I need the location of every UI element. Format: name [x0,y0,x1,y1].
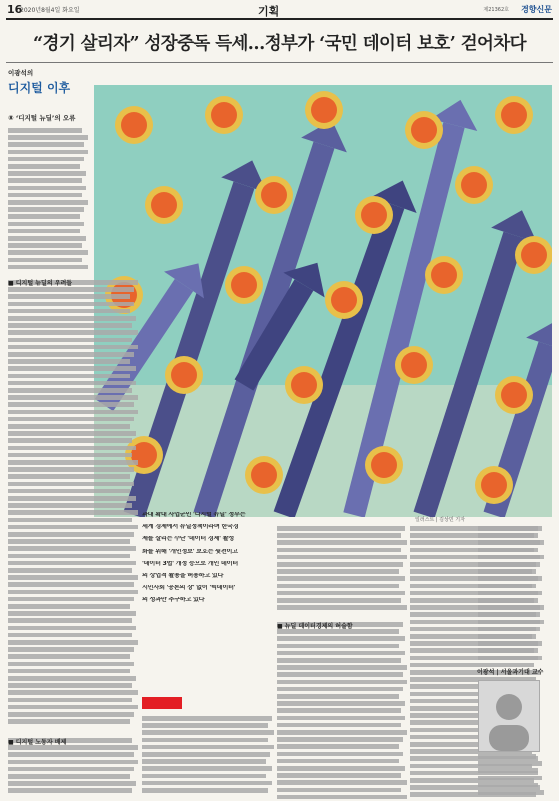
text-line [8,431,136,436]
sun-disc [431,262,457,288]
pull-quote-line: 의 상업적 활용을 허용하고 있다 [142,573,224,580]
text-line [478,656,542,661]
text-line [8,683,132,688]
sun-mark [255,176,293,214]
text-line [8,243,82,248]
text-line [277,795,407,800]
text-line [8,366,136,371]
sun-mark [495,376,533,414]
subhead-3: ■ 디지털 노동자 배제 [8,739,67,746]
sun-disc [401,352,427,378]
text-line [142,730,274,735]
text-line [8,164,80,169]
sun-mark [225,266,263,304]
sun-mark [405,111,443,149]
text-line [8,229,80,234]
sun-mark [325,281,363,319]
text-line [8,626,136,631]
text-line [478,598,538,603]
text-line [8,774,130,779]
text-line [478,634,536,639]
text-line [277,788,401,793]
sun-disc [261,182,287,208]
text-line [478,555,544,560]
text-line [8,200,88,205]
text-line [8,395,138,400]
text-line [277,687,403,692]
text-line [277,672,403,677]
text-line [478,790,544,795]
image-caption: 일러스트 | 김상민 기자 [415,517,465,523]
issue-number: 제21362호 [483,7,509,13]
text-line [277,665,407,670]
text-line [8,510,138,515]
text-line [142,752,270,757]
text-line [8,446,136,451]
text-line [478,569,536,574]
text-line [277,555,407,560]
text-line [8,374,130,379]
text-line [478,612,540,617]
text-line [8,467,134,472]
text-line [8,489,130,494]
text-line [8,157,84,162]
text-line [8,698,132,703]
sun-mark [455,166,493,204]
pull-quote-line: 세계 경제에서 뉴딜정책이라며 한국경 [142,524,239,531]
text-line [8,316,136,321]
text-line [8,294,130,299]
text-line [8,618,132,623]
text-line [277,773,401,778]
text-line [8,781,136,786]
highlight-bar [142,697,182,709]
text-line [8,438,132,443]
text-line [8,554,130,559]
text-line [277,562,403,567]
text-line [8,142,84,147]
text-line [142,774,266,779]
text-line [142,759,266,764]
text-line [8,250,88,255]
text-line [8,525,138,530]
text-line [8,532,134,537]
sun-mark [165,356,203,394]
text-line [478,533,538,538]
text-line [8,207,84,212]
text-line [8,214,80,219]
text-line [142,738,268,743]
text-line [277,526,405,531]
sun-mark [205,96,243,134]
text-line [277,737,403,742]
text-line [8,539,130,544]
text-line [8,752,134,757]
pull-quote-line: 의 성과만 추구하고 있다 [142,597,205,604]
sun-mark [305,91,343,129]
text-line [478,584,536,589]
pull-quote-line: 제를 살리는 수단 '데이터 경제' 활성 [142,536,234,543]
text-line [478,783,538,788]
text-line [478,526,542,531]
text-line [8,345,138,350]
sun-disc [211,102,237,128]
sun-mark [145,186,183,224]
text-line [478,641,542,646]
sun-disc [461,172,487,198]
sun-disc [121,112,147,138]
sun-disc [311,97,337,123]
text-line [478,605,544,610]
text-line [8,575,138,580]
text-line [277,701,405,706]
person-icon [479,681,539,751]
sun-mark [495,96,533,134]
text-line [8,135,88,140]
text-line [277,540,407,545]
text-line [277,576,405,581]
text-line [8,611,136,616]
text-line [478,591,542,596]
text-line [8,654,130,659]
text-line [277,759,399,764]
text-line [8,788,132,793]
text-line [8,417,134,422]
sun-disc [331,287,357,313]
sun-disc [411,117,437,143]
header-rule [6,18,553,20]
text-line [277,658,401,663]
text-line [142,716,272,721]
text-line [277,569,399,574]
text-line [8,669,130,674]
text-line [142,781,272,786]
text-line [478,620,544,625]
sun-mark [365,446,403,484]
text-line [478,776,542,781]
sun-disc [501,382,527,408]
text-line [478,768,538,773]
text-line [8,178,82,183]
text-line [142,766,272,771]
text-line [277,636,405,641]
text-line [8,590,138,595]
text-line [8,647,134,652]
text-line [8,568,132,573]
text-line [8,302,134,307]
text-line [8,712,134,717]
text-line [8,597,134,602]
text-line [478,761,542,766]
text-line [277,591,405,596]
text-line [8,474,130,479]
text-line [8,359,130,364]
sun-disc [291,372,317,398]
text-line [277,598,401,603]
sun-mark [475,466,513,504]
text-line [277,766,405,771]
text-line [8,258,82,263]
series-subtitle: ⑧ ‘디지털 뉴딜’의 오류 [8,114,76,122]
pull-quote [142,512,274,688]
text-line [8,482,134,487]
text-line [8,460,138,465]
section-name: 기획 [258,5,280,18]
text-line [8,193,82,198]
series-author: 이광석의 [8,69,34,77]
author-photo [478,680,540,752]
text-line [478,548,538,553]
sun-disc [231,272,257,298]
text-line [478,648,538,653]
text-line [277,744,399,749]
text-line [277,730,407,735]
text-line [8,352,134,357]
text-line [8,582,134,587]
text-line [277,584,399,589]
text-line [8,561,136,566]
text-line [277,694,399,699]
text-line [8,453,132,458]
sun-disc [521,242,547,268]
text-line [8,171,86,176]
text-line [277,708,401,713]
sun-disc [481,472,507,498]
sun-mark [115,106,153,144]
newspaper-brand: 경향신문 [521,5,552,14]
text-line [142,723,268,728]
text-line [478,754,536,759]
text-line [8,705,138,710]
pull-quote-line: 시민사회 '공론의 장' 없이 '빅데이터' [142,585,236,592]
text-line [277,680,407,685]
text-line [478,576,542,581]
text-line [8,676,136,681]
pull-quote-line: 화를 위해 '개인정보' 보호는 뒷전이고 [142,548,238,555]
text-line [277,752,403,757]
text-line [478,562,540,567]
text-line [8,640,138,645]
text-line [8,388,132,393]
sun-mark [515,236,552,274]
series-title: 디지털 이후 [8,81,71,95]
text-line [8,424,130,429]
text-line [8,662,134,667]
sun-disc [171,362,197,388]
text-line [8,236,86,241]
text-line [277,723,401,728]
text-line [8,767,134,772]
sun-disc [151,192,177,218]
illustration [94,85,552,517]
text-line [478,627,540,632]
text-line [277,780,407,785]
text-line [8,546,136,551]
text-line [8,503,132,508]
text-line [8,128,82,133]
text-line [8,381,136,386]
text-line [8,330,138,335]
text-line [8,222,84,227]
text-line [277,533,401,538]
subhead-2: ■ 뉴딜 데이터경제의 허술함 [277,623,353,630]
text-line [8,323,132,328]
sun-mark [285,366,323,404]
text-line [8,690,138,695]
sun-disc [501,102,527,128]
date-line: 2020년8월4일 화요일 [20,7,80,14]
text-line [277,644,399,649]
subhead-1: ■ 디지털 뉴딜의 우려들 [8,280,73,287]
text-line [277,605,407,610]
text-line [8,719,130,724]
text-line [478,540,544,545]
headline: “경기 살리자” 성장중독 득세…정부가 ‘국민 데이터 보호’ 걷어차다 [33,34,526,54]
text-line [8,265,88,270]
text-line [8,760,138,765]
text-line [8,338,132,343]
text-line [142,788,268,793]
text-line [8,604,130,609]
text-line [8,186,86,191]
text-line [8,410,138,415]
sun-mark [245,456,283,494]
byline-name: 이광석 | 서울과기대 교수 [477,669,544,676]
text-line [277,716,405,721]
headline-rule [6,62,553,63]
sun-disc [361,202,387,228]
sun-disc [371,452,397,478]
text-line [277,548,401,553]
sun-mark [355,196,393,234]
sun-mark [425,256,463,294]
text-line [8,518,132,523]
page-number: 16 [7,3,23,16]
text-line [8,496,136,501]
text-line [8,150,88,155]
text-line [8,402,134,407]
pull-quote-line: 과대 확대 사업군인 '디지털 뉴딜' 정부는 [142,512,246,518]
text-line [8,633,132,638]
sun-disc [251,462,277,488]
text-line [142,745,274,750]
text-line [277,651,405,656]
sun-mark [395,346,433,384]
pull-quote-line: '데이터 3법' 개정 등으로 개인 데이터 [142,560,238,567]
text-line [8,309,130,314]
